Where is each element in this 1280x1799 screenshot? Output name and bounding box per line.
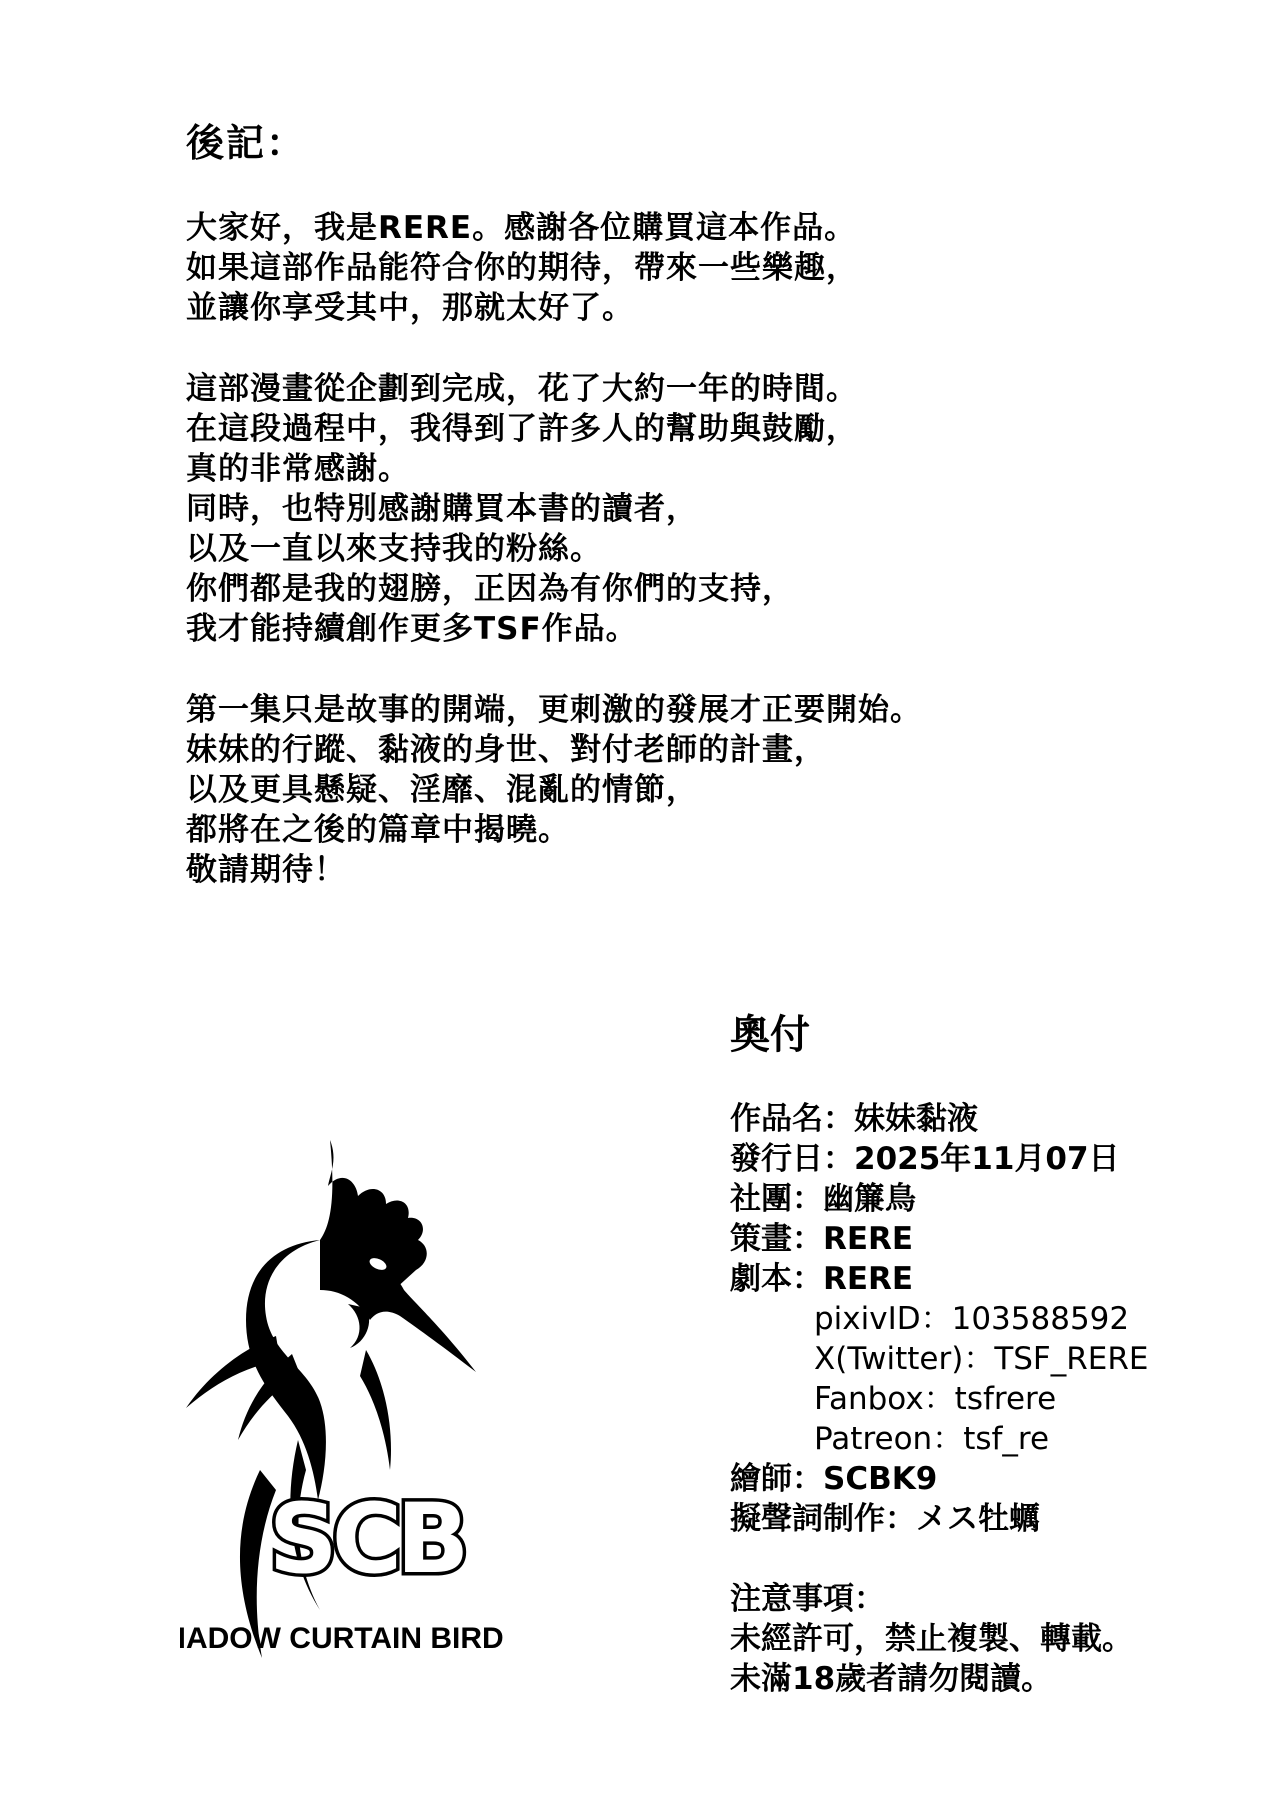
logo-name: SHADOW CURTAIN BIRD: [180, 1622, 504, 1655]
afterword-line: 我才能持續創作更多TSF作品。: [186, 611, 638, 647]
colophon-row-artist: 繪師：SCBK9: [730, 1461, 938, 1497]
afterword-paragraph-3: [186, 690, 1086, 890]
logo-monogram: SCB: [268, 1483, 464, 1595]
notice-title: 注意事項：: [730, 1581, 885, 1617]
colophon-link-patreon: Patreon：tsf_re: [814, 1421, 1050, 1457]
colophon-section: [730, 1008, 1260, 1699]
afterword-title: 後記：: [186, 121, 307, 165]
colophon-row-title: 作品名：妹妹黏液: [730, 1101, 978, 1137]
colophon-row-sfx: 擬聲詞制作：メス牡蠣: [730, 1501, 1040, 1537]
notice-block: [730, 1579, 1260, 1699]
afterword-line: 以及更具懸疑、淫靡、混亂的情節，: [186, 772, 698, 808]
afterword-line: 都將在之後的篇章中揭曉。: [186, 812, 570, 848]
afterword-line: 同時，也特別感謝購買本書的讀者，: [186, 491, 698, 527]
colophon-row-date: 發行日：2025年11月07日: [730, 1141, 1120, 1177]
colophon-link-fanbox: Fanbox：tsfrere: [814, 1381, 1057, 1417]
afterword-line: 這部漫畫從企劃到完成，花了大約一年的時間。: [186, 371, 858, 407]
circle-logo: [180, 1140, 520, 1660]
afterword-line: 如果這部作品能符合你的期待，帶來一些樂趣，: [186, 250, 858, 286]
afterword-line: 真的非常感謝。: [186, 451, 410, 487]
notice-line: 未滿18歲者請勿閱讀。: [730, 1661, 1053, 1697]
colophon-link-pixiv: pixivID：103588592: [814, 1301, 1130, 1337]
afterword-paragraph-1: [186, 208, 1086, 328]
afterword-line: 敬請期待！: [186, 852, 346, 888]
afterword-line: 以及一直以來支持我的粉絲。: [186, 531, 602, 567]
colophon-row-writer: 劇本：RERE: [730, 1261, 914, 1297]
afterword-line: 大家好，我是RERE。感謝各位購買這本作品。: [186, 210, 857, 246]
colophon-link-twitter: X(Twitter)：TSF_RERE: [814, 1341, 1149, 1377]
afterword-line: 並讓你享受其中，那就太好了。: [186, 290, 634, 326]
afterword-section: [186, 118, 1086, 931]
afterword-paragraph-2: [186, 369, 1086, 649]
colophon-row-circle: 社團：幽簾鳥: [730, 1181, 916, 1217]
shadow-curtain-bird-logo-icon: [180, 1140, 520, 1660]
colophon-title: 奧付: [730, 1012, 810, 1058]
afterword-line: 第一集只是故事的開端，更刺激的發展才正要開始。: [186, 692, 922, 728]
afterword-line: 妹妹的行蹤、黏液的身世、對付老師的計畫，: [186, 732, 826, 768]
colophon-row-planner: 策畫：RERE: [730, 1221, 914, 1257]
afterword-line: 在這段過程中，我得到了許多人的幫助與鼓勵，: [186, 411, 858, 447]
notice-line: 未經許可，禁止複製、轉載。: [730, 1621, 1133, 1657]
afterword-line: 你們都是我的翅膀，正因為有你們的支持，: [186, 571, 794, 607]
